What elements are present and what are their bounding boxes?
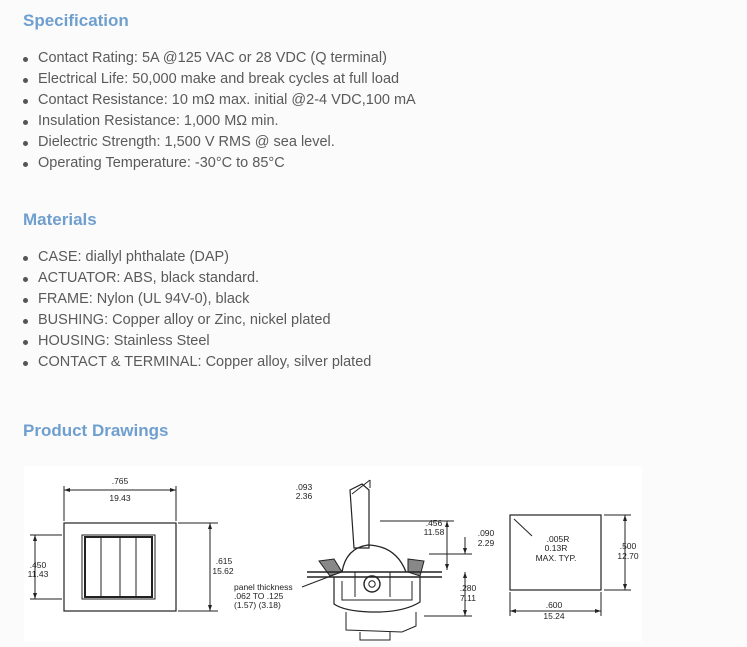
material-item: CASE: diallyl phthalate (DAP)	[22, 247, 371, 268]
terminal-radius-in: .005R	[546, 534, 570, 544]
spec-item: Operating Temperature: -30°C to 85°C	[22, 153, 416, 174]
material-item: FRAME: Nylon (UL 94V-0), black	[22, 289, 371, 310]
side-height-in: .456	[425, 518, 443, 528]
terminal-width-in: .600	[545, 600, 563, 610]
spec-item: Insulation Resistance: 1,000 MΩ min.	[22, 111, 416, 132]
product-drawing-panel	[24, 466, 642, 642]
spec-item: Electrical Life: 50,000 make and break cycles at full load	[22, 69, 416, 90]
specification-heading: Specification	[23, 11, 129, 30]
materials-list	[22, 247, 371, 373]
front-height-mm: 15.62	[212, 566, 234, 576]
actuator-mm: 2.36	[295, 491, 313, 501]
terminal-radius-mm: 0.13R	[544, 543, 568, 553]
product-drawing	[24, 466, 642, 642]
side-offset-in: .090	[477, 528, 495, 538]
terminal-height-mm: 12.70	[617, 551, 639, 561]
front-width-mm: 19.43	[109, 493, 131, 503]
panel-thickness-mm: (1.57) (3.18)	[234, 600, 281, 610]
front-inner-in: .450	[29, 560, 47, 570]
terminal-height-in: .500	[619, 541, 637, 551]
material-item: ACTUATOR: ABS, black standard.	[22, 268, 371, 289]
spec-item: Contact Rating: 5A @125 VAC or 28 VDC (Q terminal)	[22, 48, 416, 69]
spec-item: Contact Resistance: 10 mΩ max. initial @2-4 VDC,100 mA	[22, 90, 416, 111]
material-item: HOUSING: Stainless Steel	[22, 331, 371, 352]
spec-item: Dielectric Strength: 1,500 V RMS @ sea level.	[22, 132, 416, 153]
terminal-radius-note: MAX. TYP.	[535, 553, 577, 563]
actuator-in: .093	[295, 482, 313, 492]
side-depth-in: .280	[459, 583, 477, 593]
front-height-in: .615	[215, 556, 233, 566]
side-offset-mm: 2.29	[477, 538, 495, 548]
side-view	[302, 480, 472, 640]
product-drawings-heading: Product Drawings	[23, 421, 169, 440]
material-item: BUSHING: Copper alloy or Zinc, nickel plated	[22, 310, 371, 331]
panel-thickness-range: .062 TO .125	[234, 591, 284, 601]
panel-thickness-label: panel thickness	[234, 582, 293, 592]
materials-heading: Materials	[23, 210, 97, 229]
material-item: CONTACT & TERMINAL: Copper alloy, silver plated	[22, 352, 371, 373]
terminal-width-mm: 15.24	[543, 611, 565, 621]
front-view	[27, 486, 218, 611]
side-height-mm: 11.58	[423, 527, 445, 537]
side-depth-mm: 7.11	[460, 593, 476, 603]
terminal-view	[510, 515, 631, 616]
front-inner-mm: 11.43	[27, 569, 49, 579]
front-width-in: .765	[111, 476, 129, 486]
specification-list	[22, 48, 416, 174]
